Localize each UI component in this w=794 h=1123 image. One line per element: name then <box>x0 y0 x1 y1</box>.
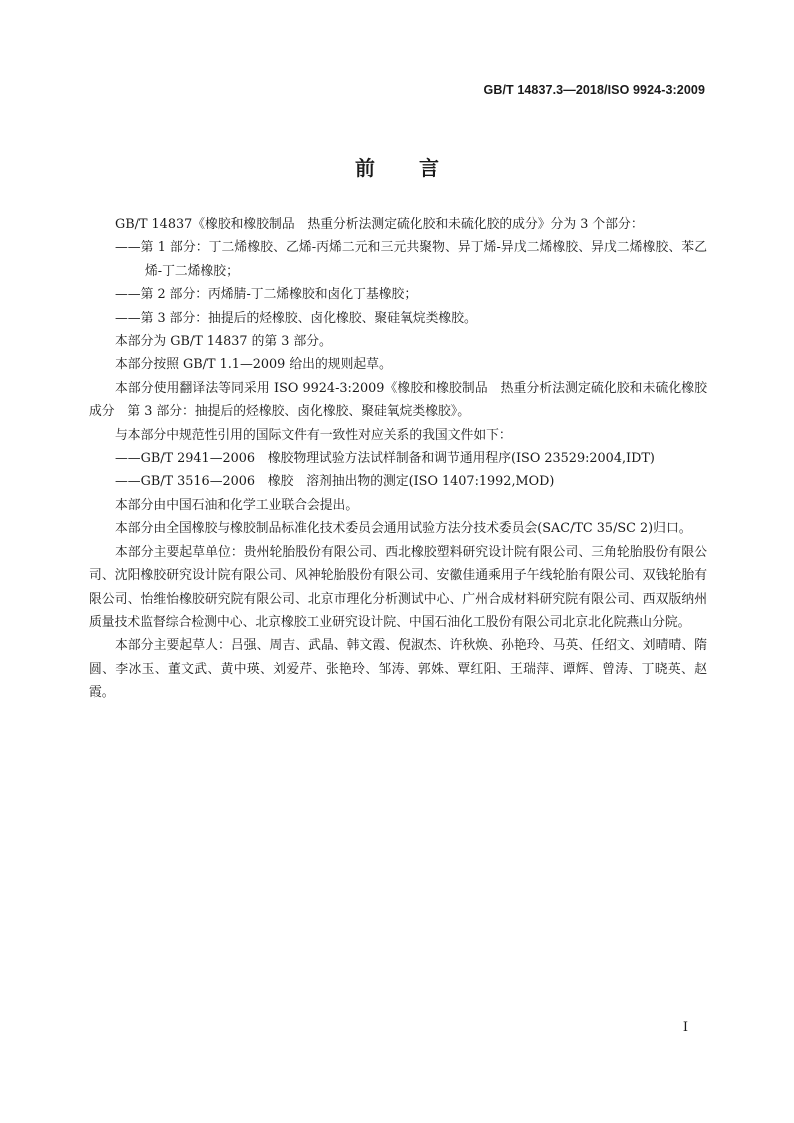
standard-code: GB/T 14837.3—2018/ISO 9924-3:2009 <box>483 83 705 97</box>
list-item-part-3: ——第 3 部分：抽提后的烃橡胶、卤化橡胶、聚硅氧烷类橡胶。 <box>115 310 477 326</box>
paragraph-adoption: 本部分使用翻译法等同采用 ISO 9924-3:2009《橡胶和橡胶制品 热重分析法测定硫化胶和未硫化橡胶成分 第 3 部分：抽提后的烃橡胶、卤化橡胶、聚硅氧烷类橡胶》。 <box>89 380 707 420</box>
list-item-part-2: ——第 2 部分：丙烯腈-丁二烯橡胶和卤化丁基橡胶； <box>115 287 418 303</box>
paragraph-proposed-by: 本部分由中国石油和化学工业联合会提出。 <box>115 497 359 513</box>
paragraph-drafting-rules: 本部分按照 GB/T 1.1—2009 给出的规则起草。 <box>115 357 392 373</box>
page-title: 前言 <box>355 156 483 180</box>
paragraph-drafters: 本部分主要起草人：吕强、周吉、武晶、韩文霞、倪淑杰、许秋焕、孙艳玲、马英、任绍文、刘晴晴、隋圆、李冰玉、董文武、黄中瑛、刘爱芹、张艳玲、邹涛、郭姝、覃红阳、王瑞萍、谭辉、曾涛、丁晓英、赵霞。 <box>89 638 707 701</box>
preface-body <box>89 213 707 705</box>
list-item-reference-1: ——GB/T 2941—2006 橡胶物理试验方法试样制备和调节通用程序(ISO 23529:2004,IDT) <box>115 451 655 467</box>
page-number: I <box>682 1020 688 1035</box>
list-item-reference-2: ——GB/T 3516—2006 橡胶 溶剂抽出物的测定(ISO 1407:1992,MOD) <box>115 474 555 490</box>
list-item-part-1: ——第 1 部分：丁二烯橡胶、乙烯-丙烯二元和三元共聚物、异丁烯-异戊二烯橡胶、异戊二烯橡胶、苯乙烯-丁二烯橡胶； <box>115 240 707 279</box>
paragraph-drafting-units: 本部分主要起草单位：贵州轮胎股份有限公司、西北橡胶塑料研究设计院有限公司、三角轮胎股份有限公司、沈阳橡胶研究设计院有限公司、风神轮胎股份有限公司、安徽佳通乘用子午线轮胎有限公司、双钱轮胎有限公司、怡维怡橡胶研究院有限公司、北京市理化分析测试中心、广州合成材料研究院有限公司、西双版纳州质量技术监督综合检测中心、北京橡胶工业研究设计院、中国石油化工股份有限公司北京北化院燕山分院。 <box>89 544 707 630</box>
paragraph-administered-by: 本部分由全国橡胶与橡胶制品标准化技术委员会通用试验方法分技术委员会(SAC/TC 35/SC 2)归口。 <box>115 521 692 537</box>
paragraph-references-intro: 与本部分中规范性引用的国际文件有一致性对应关系的我国文件如下： <box>115 427 512 443</box>
paragraph-part-of: 本部分为 GB/T 14837 的第 3 部分。 <box>115 334 332 350</box>
paragraph-parts-intro: GB/T 14837《橡胶和橡胶制品 热重分析法测定硫化胶和未硫化胶的成分》分为 3 个部分： <box>115 217 644 232</box>
